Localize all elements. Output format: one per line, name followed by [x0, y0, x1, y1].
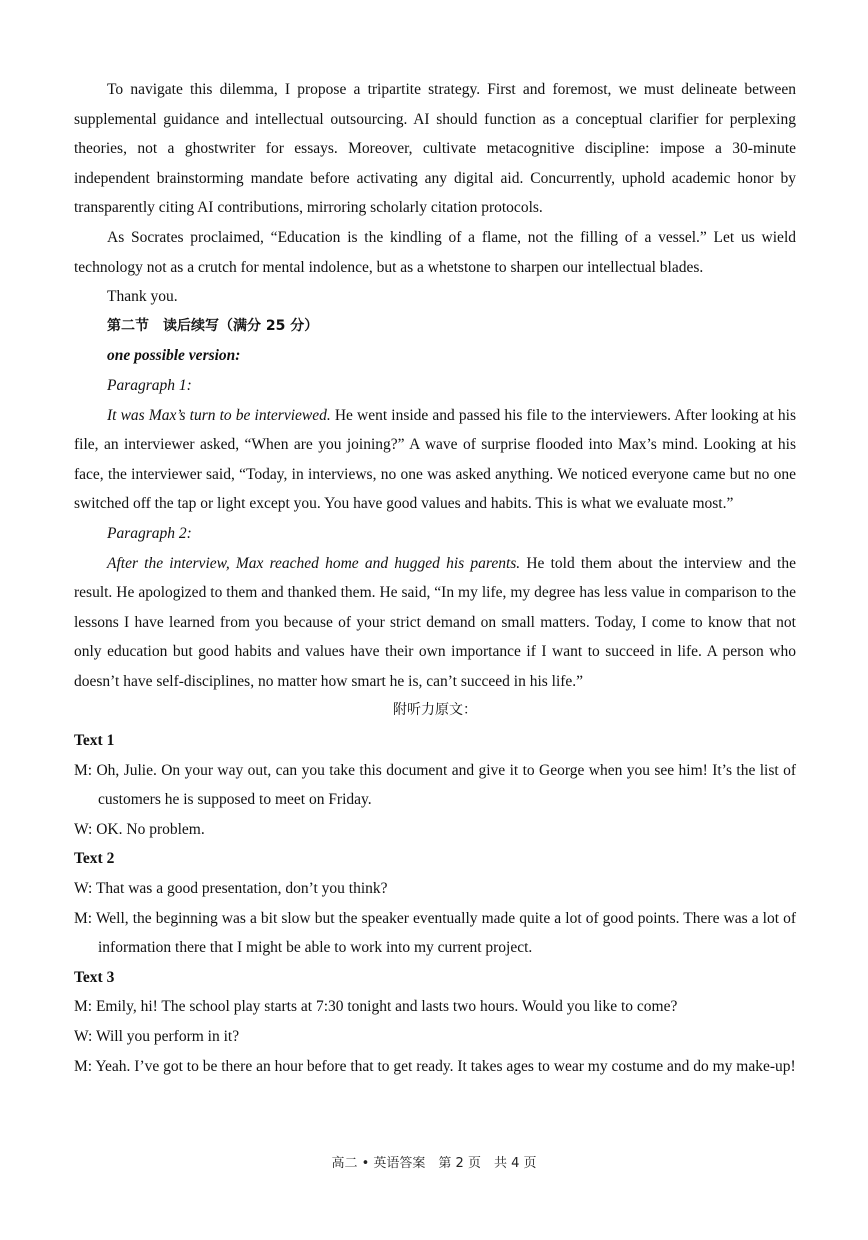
text-2-woman: W: That was a good presentation, don’t you think?: [74, 880, 388, 898]
speech-paragraph-socrates: As Socrates proclaimed, “Education is the kindling of a flame, not the filling of a vessel.” Let us wield technology not as a crutch for mental indolence, but as a whetstone to sharpen our intellectual blades.: [74, 228, 796, 276]
text-3-woman: W: Will you perform in it?: [74, 1028, 240, 1045]
paragraph-2-body: [74, 549, 796, 697]
text-2-man: M: Well, the beginning was a bit slow but the speaker eventually made quite a lot of good points. There was a lot of information there that I might be able to work into my current project.: [74, 909, 796, 957]
text-1-label: Text 1: [74, 732, 115, 750]
listening-heading: 附听力原文：: [393, 702, 477, 719]
text-3-man-2: M: Yeah. I’ve got to be there an hour before that to get ready. It takes ages to wear my costume and do my make-up!: [74, 1057, 796, 1075]
speech-paragraph-strategy: To navigate this dilemma, I propose a tripartite strategy. First and foremost, we must delineate between supplemental guidance and intellectual outsourcing. AI should function as a conceptual clarifier for perplexing theories, not a ghostwriter for essays. Moreover, cultivate metacognitive discipline: impose a 30-minute independent brainstorming mandate before activating any digital aid. Concurrently, uphold academic honor by transparently citing AI contributions, mirroring scholarly citation protocols.: [74, 81, 796, 217]
text-2-label: Text 2: [74, 850, 115, 868]
paragraph-2-text: He told them about the interview and the result. He apologized to them and thanked them. He said, “In my life, my degree has less value in comparison to the lessons I have learned from you because of your strict demand on small matters. Today, I come to know that not only education but good habits and values have their own importance if I want to succeed in life. A person who doesn’t have self-disciplines, no matter how smart he is, can’t succeed in his life.”: [74, 554, 796, 690]
version-label: one possible version:: [107, 347, 241, 365]
text-1-woman: W: OK. No problem.: [74, 820, 205, 838]
paragraph-1-label: Paragraph 1:: [107, 376, 192, 394]
paragraph-1-lead: It was Max’s turn to be interviewed.: [107, 406, 331, 424]
text-3-man-1: M: Emily, hi! The school play starts at 7:30 tonight and lasts two hours. Would you like to come?: [74, 998, 678, 1016]
text-3-label: Text 3: [74, 968, 115, 986]
paragraph-1-body: [74, 401, 796, 519]
section-heading: 第二节 读后续写（满分 25 分）: [107, 317, 319, 334]
paragraph-1-text: He went inside and passed his file to the interviewers. After looking at his file, an interviewer asked, “When are you joining?” A wave of surprise flooded into Max’s mind. Looking at his face, the interviewer said, “Today, in interviews, no one was asked anything. We noticed everyone came but no one switched off the tap or light except you. You have good values and habits. This is what we evaluate most.”: [74, 406, 796, 513]
paragraph-2-label: Paragraph 2:: [107, 524, 192, 542]
text-1-man: M: Oh, Julie. On your way out, can you take this document and give it to George when you see him! It’s the list of customers he is supposed to meet on Friday.: [74, 761, 796, 809]
document-page: [74, 75, 796, 1081]
page-footer: 高二 • 英语答案 第 2 页 共 4 页: [331, 1156, 537, 1171]
paragraph-2-lead: After the interview, Max reached home and hugged his parents.: [107, 554, 521, 572]
speech-closing: Thank you.: [107, 288, 178, 306]
